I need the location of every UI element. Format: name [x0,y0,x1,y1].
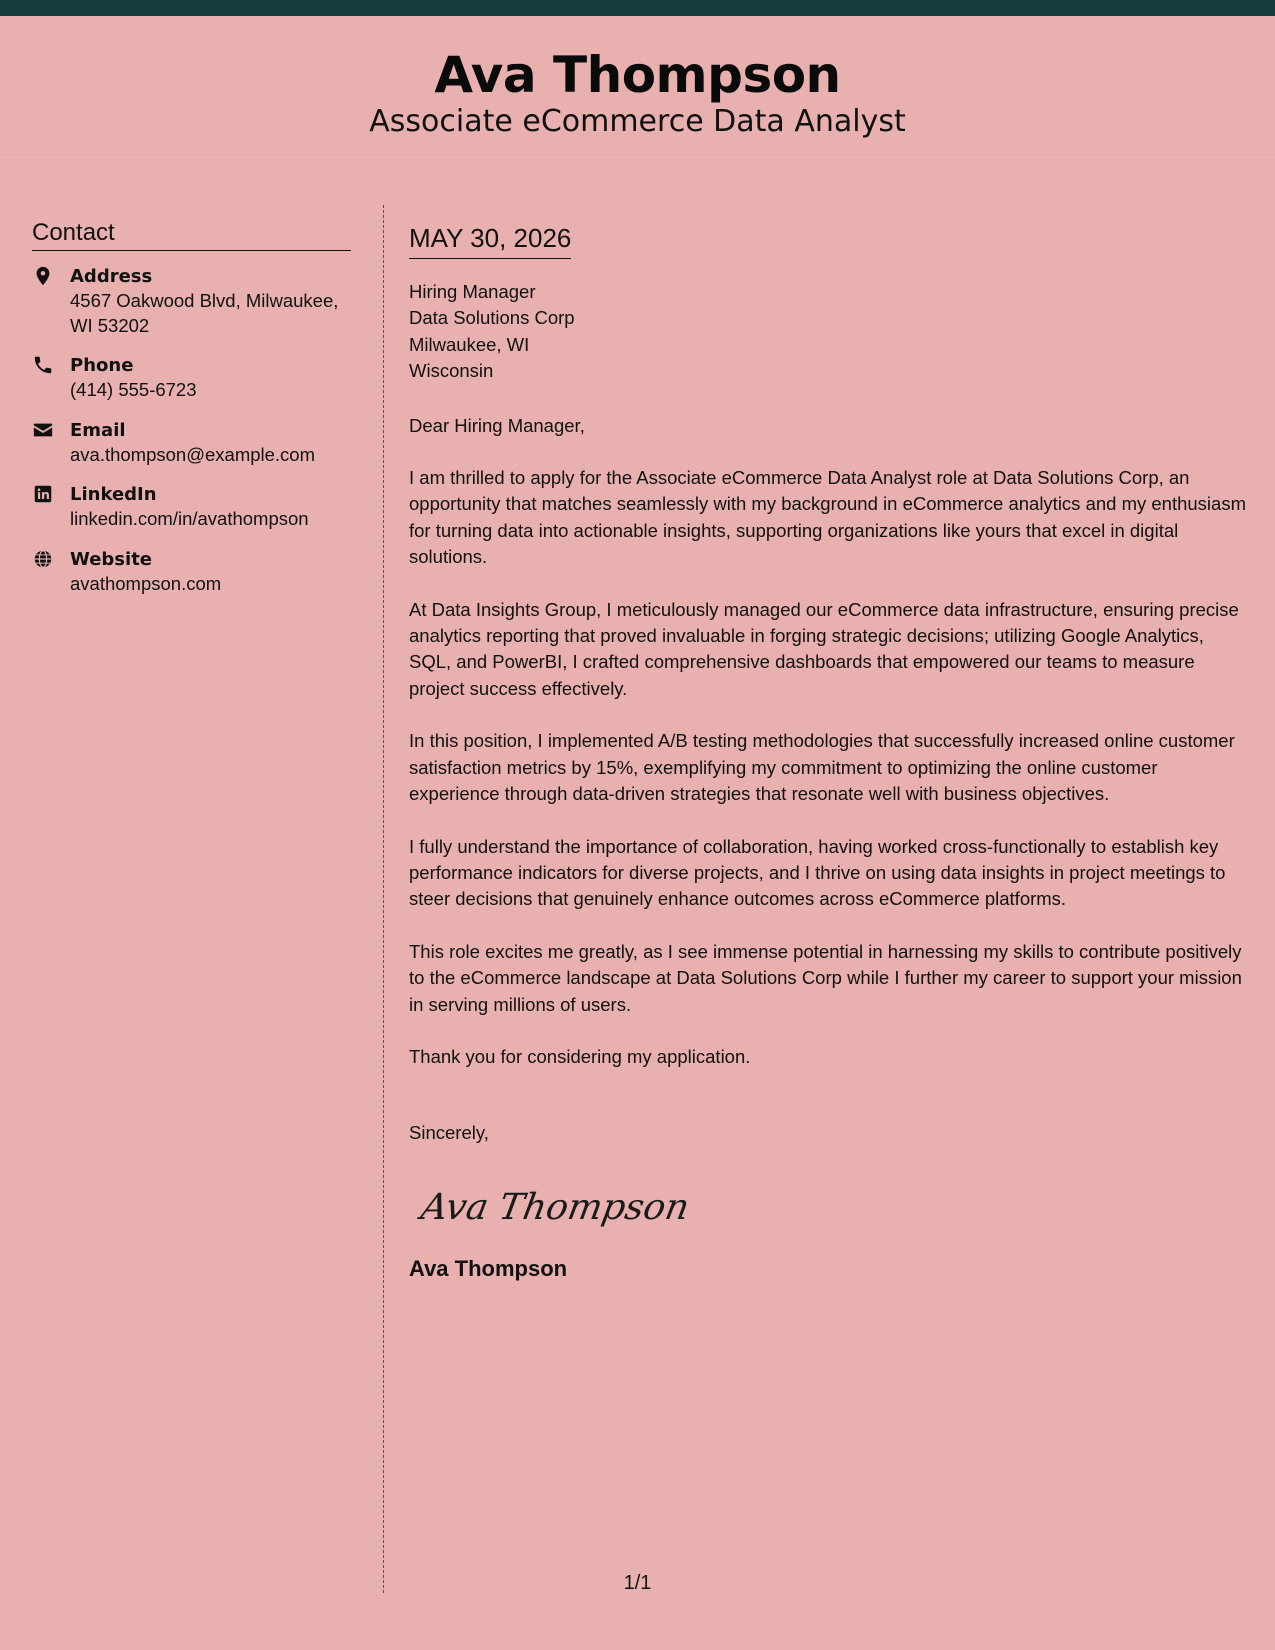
linkedin-label: LinkedIn [70,484,157,505]
body-paragraph: At Data Insights Group, I meticulously managed our eCommerce data infrastructure, ensuring precise analytics reporting that proved invaluable in forging strategic decisions; utilizing Google Analytics, SQL, and PowerBI, I crafted comprehensive dashboards that empowered our teams to measure project success effectively. [409,598,1239,699]
signature-glyphs: Ava Thompson [418,1185,693,1228]
phone-value[interactable]: (414) 555-6723 [70,379,197,400]
address-label: Address [70,266,153,287]
location-pin-icon [32,265,54,287]
contact-email [32,419,351,468]
page-header [0,16,1275,155]
recipient-line: Hiring Manager [409,281,536,302]
handwritten-signature [418,1177,693,1237]
contact-linkedin [32,483,351,532]
top-accent-bar [0,0,1275,16]
recipient-line: Milwaukee, WI [409,333,530,355]
contact-heading: Contact [32,218,351,251]
website-label: Website [70,548,153,570]
body-paragraph: This role excites me greatly, as I see immense potential in harnessing my skills to contribute positively to the eCommerce landscape at Data Solutions Corp while I further my career to support your mission in serving millions of users. [409,940,1242,1015]
address-line-2: WI 53202 [70,314,150,336]
salutation: Dear Hiring Manager, [409,414,585,436]
linkedin-value[interactable]: linkedin.com/in/avathompson [70,508,309,529]
globe-icon [32,548,54,570]
applicant-name: Ava Thompson [434,46,841,104]
phone-icon [32,354,54,376]
contact-phone [32,354,351,403]
address-line-1: 4567 Oakwood Blvd, Milwaukee, [70,290,339,311]
contact-website [32,548,351,597]
recipient-line: Data Solutions Corp [409,307,575,329]
envelope-icon [32,419,54,441]
email-label: Email [70,419,126,441]
phone-label: Phone [70,355,134,376]
page-number: 1/1 [623,1572,652,1594]
applicant-title: Associate eCommerce Data Analyst [369,104,906,139]
column-divider [383,205,384,1593]
body-paragraph: I am thrilled to apply for the Associate eCommerce Data Analyst role at Data Solutions Corp, an opportunity that matches seamlessly with my background in eCommerce analytics and my enthusiasm for turning data into actionable insights, supporting organizations like yours that excel in digital solutions. [409,467,1246,568]
letter-date: MAY 30, 2026 [409,220,571,259]
recipient-block [409,279,1249,385]
linkedin-icon [32,483,54,505]
email-value[interactable]: ava.thompson@example.com [70,443,316,465]
signer-name: Ava Thompson [409,1255,568,1281]
website-value[interactable]: avathompson.com [70,572,222,594]
body-paragraph: I fully understand the importance of collaboration, having worked cross-functionally to establish key performance indicators for diverse projects, and I thrive on using data insights in project meetings to steer decisions that genuinely enhance outcomes across eCommerce platforms. [409,835,1226,910]
letter-body [409,220,1249,1283]
closing-line: Thank you for considering my application. [409,1045,751,1067]
contact-address [32,265,351,338]
contact-sidebar [32,218,351,612]
recipient-line: Wisconsin [409,360,494,382]
body-paragraph: In this position, I implemented A/B testing methodologies that successfully increased online customer satisfaction metrics by 15%, exemplifying my commitment to optimizing the online customer experience through data-driven strategies that resonate well with business objectives. [409,730,1235,805]
signoff: Sincerely, [409,1122,489,1144]
